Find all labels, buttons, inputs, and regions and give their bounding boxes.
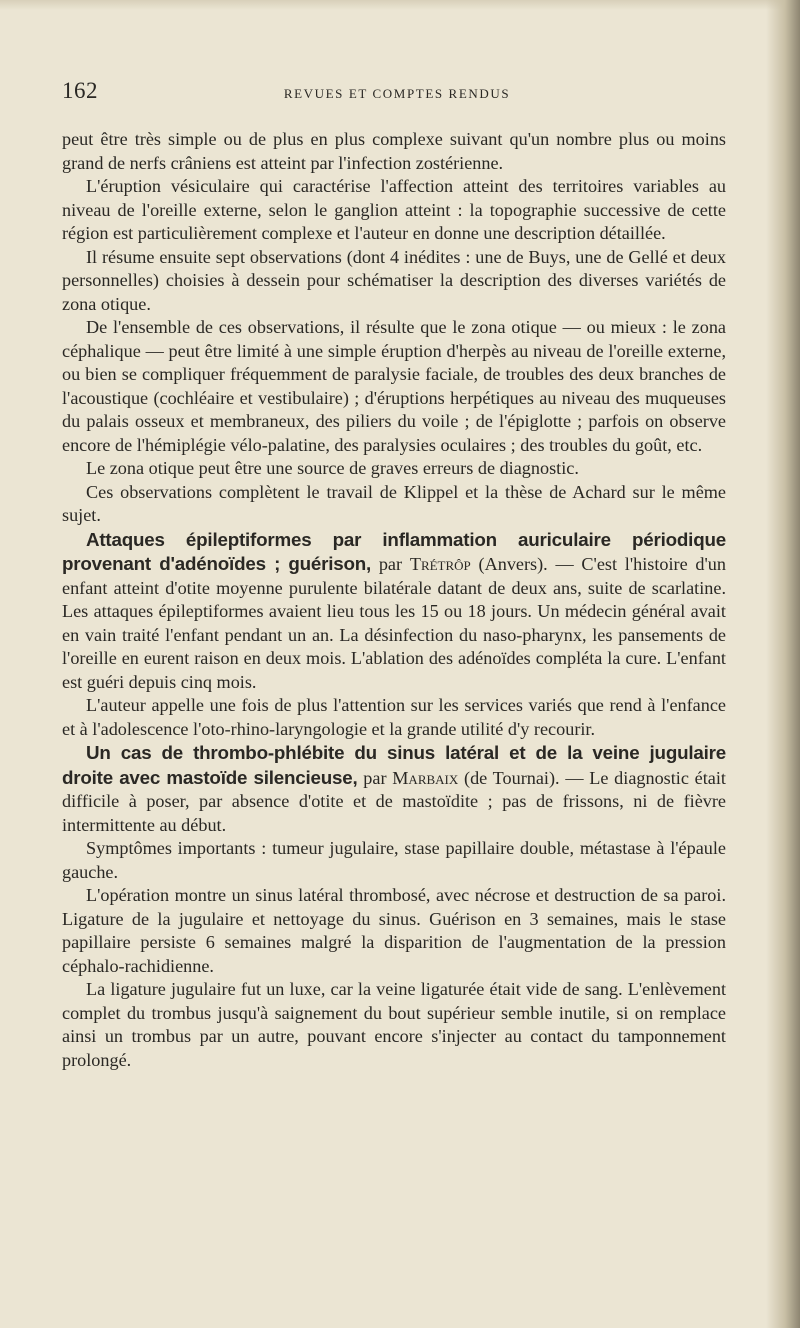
review-text: (Anvers). — C'est l'histoire d'un enfant atteint d'otite moyenne purulente bilatérale datant de deux ans, suite de scarlatine. Les attaques épileptiformes avaient lieu tous les 15 ou 18 jours. Un médecin général avait en vain traité l'enfant pendant un an. La désinfection du naso-pharynx, les pansements de l'oreille en eurent raison en deux mois. L'ablation des adénoïdes compléta la cure. L'enfant est guéri depuis cinq mois.	[62, 554, 726, 692]
article-title: Attaques épileptiformes par inflammation auriculaire périodique provenant d'adénoïdes ; guérison,	[62, 528, 726, 574]
review-entry	[62, 741, 726, 837]
paragraph: peut être très simple ou de plus en plus complexe suivant qu'un nombre plus ou moins grand de nerfs crâniens est atteint par l'infection zostérienne.	[62, 129, 726, 173]
paragraph: L'éruption vésiculaire qui caractérise l'affection atteint des territoires variables au niveau de l'oreille externe, selon le ganglion atteint : la topographie successive de cette région est particulièrement complexe et l'auteur en donne une description détaillée.	[62, 176, 726, 243]
page-top-shading	[0, 0, 800, 10]
paragraph: Le zona otique peut être une source de graves erreurs de diagnostic.	[86, 458, 579, 478]
paragraph: La ligature jugulaire fut un luxe, car la veine ligaturée était vide de sang. L'enlèvement complet du trombus jusqu'à saignement du bout supérieur semble inutile, si on remplace ainsi un trombus par un autre, pouvant encore s'injecter au contact du tamponnement prolongé.	[62, 979, 726, 1070]
paragraph: L'opération montre un sinus latéral thrombosé, avec nécrose et destruction de sa paroi. Ligature de la jugulaire et nettoyage du sinus. Guérison en 3 semaines, mais le stase papillaire persiste 6 semaines malgré la disparition de l'augmentation de la pression céphalo-rachidienne.	[62, 885, 726, 976]
byline-par: par	[371, 554, 410, 574]
paragraph: De l'ensemble de ces observations, il résulte que le zona otique — ou mieux : le zona céphalique — peut être limité à une simple éruption d'herpès au niveau de l'oreille externe, ou bien se compliquer fréquemment de paralysie faciale, de troubles des deux branches de l'acoustique (cochléaire et vestibulaire) ; d'éruptions herpétiques au niveau des muqueuses du palais osseux et membraneux, des piliers du voile ; de l'épiglotte ; parfois on observe encore de l'hémiplégie vélo-palatine, des paralysies oculaires ; des troubles du goût, etc.	[62, 317, 726, 455]
article-author: Marbaix	[392, 767, 459, 788]
page-header	[62, 78, 732, 108]
page-binding-shadow	[766, 0, 800, 1328]
review-entry	[62, 528, 726, 695]
paragraph: Il résume ensuite sept observations (dont 4 inédites : une de Buys, une de Gellé et deux personnelles) choisies à dessein pour schématiser la description des diverses variétés de zona otique.	[62, 246, 726, 314]
paragraph: Ces observations complètent le travail de Klippel et la thèse de Achard sur le même sujet.	[62, 481, 726, 525]
paragraph: L'auteur appelle une fois de plus l'attention sur les services variés que rend à l'enfance et à l'adolescence l'oto-rhino-laryngologie et la grande utilité d'y recourir.	[62, 695, 726, 739]
article-author: Trétrôp	[409, 554, 471, 574]
running-head: REVUES ET COMPTES RENDUS	[283, 86, 511, 101]
page-number: 162	[62, 78, 98, 103]
review-text: (de Tournai). — Le diagnostic était difficile à poser, par absence d'otite et de mastoïdite ; pas de frissons, ni de fièvre intermittente au début.	[62, 767, 726, 835]
byline-par: par	[357, 767, 393, 788]
article-title: Un cas de thrombo-phlébite du sinus latéral et de la veine jugulaire droite avec mastoïde silencieuse,	[62, 742, 726, 788]
paragraph: Symptômes importants : tumeur jugulaire, stase papillaire double, métastase à l'épaule gauche.	[62, 838, 726, 882]
body-text	[62, 128, 726, 1072]
